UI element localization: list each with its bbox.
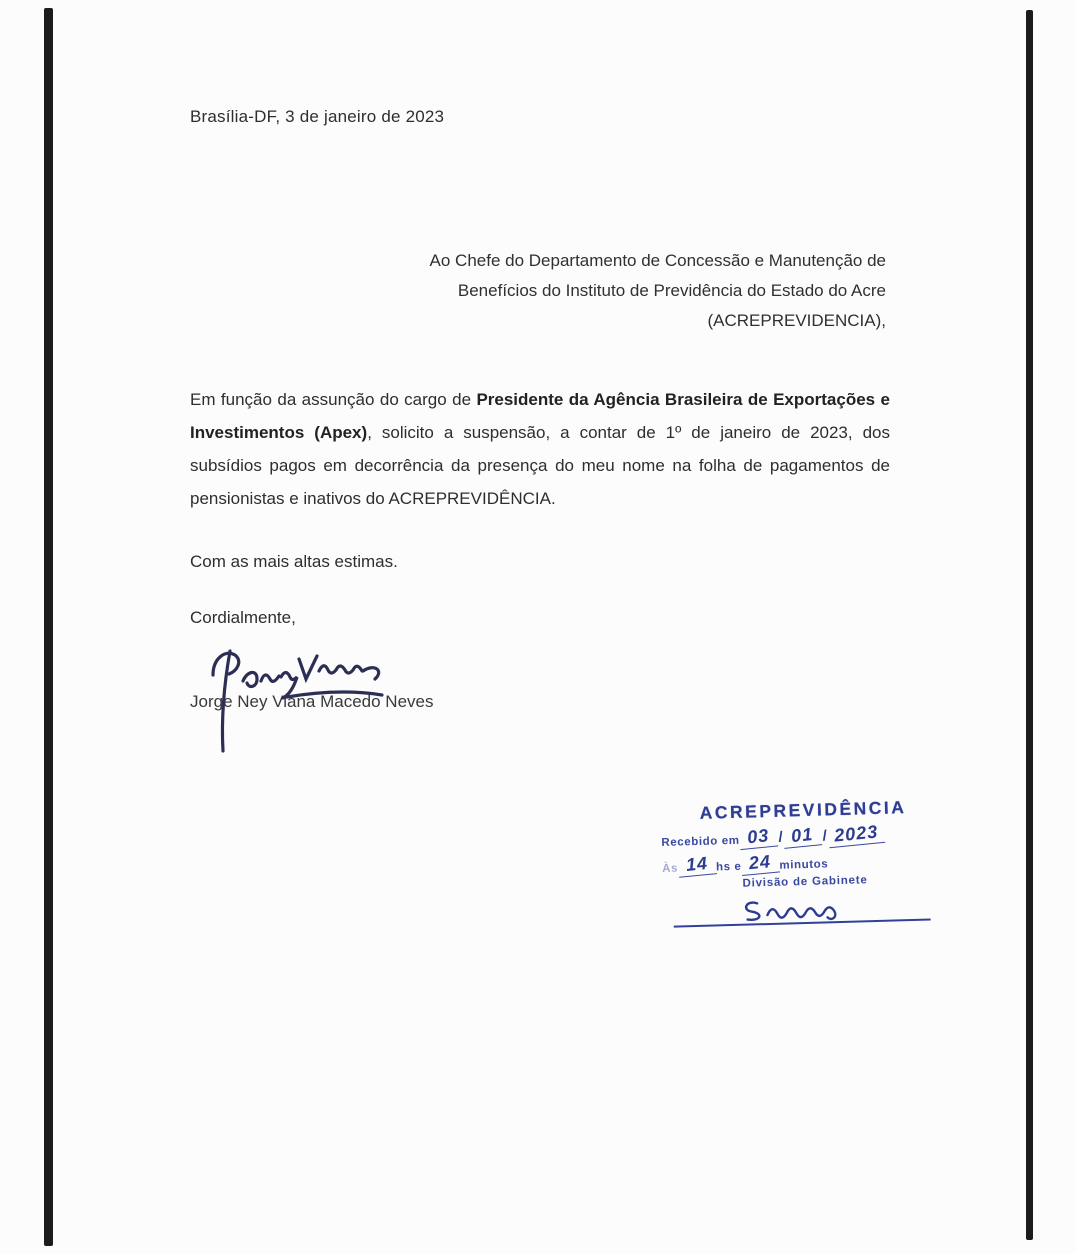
stamp-time-infix: hs e — [715, 860, 742, 874]
recipient-line-3: (ACREPREVIDENCIA), — [707, 311, 886, 330]
stamp-handwritten-signature — [726, 890, 877, 924]
body-text-bold: Presidente da Agência Brasileira de Exportações e Investimentos (Apex) — [190, 390, 890, 442]
recipient-block — [326, 246, 886, 336]
letter-body-paragraph — [190, 383, 890, 515]
scan-edge-bar-left — [44, 8, 53, 1246]
recipient-line-2: Benefícios do Instituto de Previdência do Estado do Acre — [457, 281, 886, 300]
stamp-date-row — [661, 821, 947, 851]
receipt-stamp — [660, 796, 948, 928]
handwritten-signature — [185, 645, 405, 757]
recipient-line-1: Ao Chefe do Departamento de Concessão e Manutenção de — [429, 251, 886, 270]
stamp-time-prefix: Às — [661, 862, 679, 875]
stamp-date-separator-2: / — [822, 827, 828, 845]
letter-date-line: Brasília-DF, 3 de janeiro de 2023 — [190, 107, 445, 126]
stamp-date-year: 2023 — [827, 821, 885, 848]
signer-typed-name: Jorge Ney Viana Macedo Neves — [190, 692, 434, 711]
body-text-part1: Em função da assunção do cargo de — [190, 390, 477, 409]
stamp-date-day: 03 — [738, 824, 778, 850]
scan-edge-bar-right — [1026, 10, 1033, 1240]
stamp-time-minutes: 24 — [740, 850, 780, 876]
closing-salutation: Cordialmente, — [190, 608, 296, 627]
stamp-date-separator-1: / — [778, 828, 783, 846]
stamp-date-month: 01 — [783, 823, 823, 849]
closing-regards: Com as mais altas estimas. — [190, 552, 398, 571]
stamp-received-label: Recebido em — [661, 834, 740, 849]
stamp-signature-line — [673, 887, 931, 928]
stamp-division-label: Divisão de Gabinete — [742, 874, 868, 890]
stamp-time-suffix: minutos — [779, 858, 829, 872]
stamp-org-name: ACREPREVIDÊNCIA — [699, 797, 907, 823]
body-text-part3: , solicito a suspensão, a contar de 1º de janeiro de 2023, dos subsídios pagos em decorrência da presença do meu nome na folha de pagamentos de pensionistas e inativos do ACREPREVIDÊNCIA. — [190, 423, 890, 508]
stamp-time-hour: 14 — [677, 852, 717, 878]
